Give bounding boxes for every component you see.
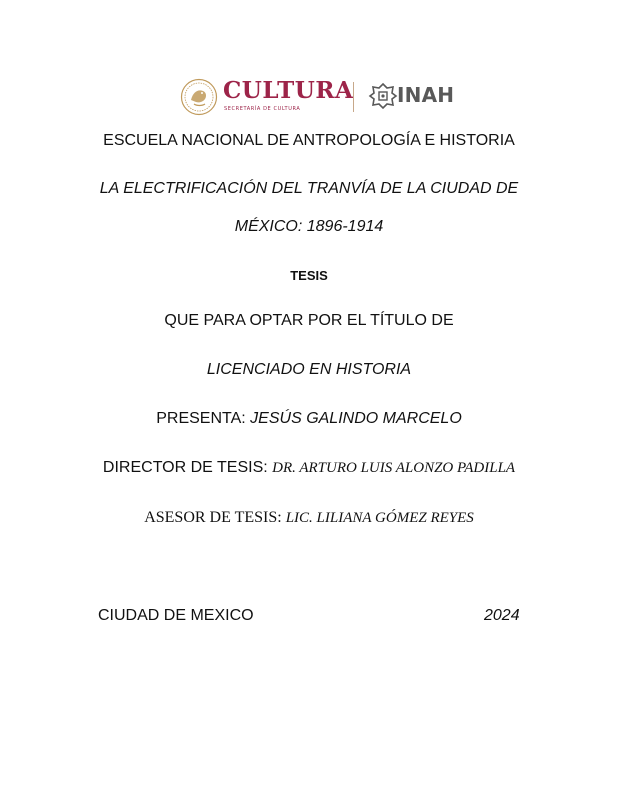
header-logos — [0, 72, 618, 120]
document-type: TESIS — [290, 268, 328, 283]
director-label: DIRECTOR DE TESIS: — [102, 459, 273, 476]
presenter-name: JESÚS GALINDO MARCELO — [250, 410, 462, 427]
footer-year: 2024 — [484, 607, 520, 624]
cultura-wordmark: CULTURA — [223, 77, 354, 104]
thesis-title-line-1: LA ELECTRIFICACIÓN DEL TRANVÍA DE LA CIUDAD DE — [99, 180, 519, 197]
advisor-line — [0, 508, 618, 528]
cultura-logo — [180, 76, 354, 116]
director-line — [0, 458, 618, 478]
thesis-title-line-2: MÉXICO: 1896-1914 — [234, 218, 384, 235]
inah-wordmark: INAH — [397, 83, 455, 107]
inah-emblem-icon — [368, 82, 398, 110]
cultura-subtitle: SECRETARÍA DE CULTURA — [224, 106, 301, 112]
inah-logo — [368, 82, 468, 112]
school-name: ESCUELA NACIONAL DE ANTROPOLOGÍA E HISTORIA — [103, 132, 515, 149]
national-seal-icon — [180, 78, 218, 116]
advisor-name: LIC. LILIANA GÓMEZ REYES — [285, 510, 474, 526]
degree-purpose: QUE PARA OPTAR POR EL TÍTULO DE — [164, 312, 454, 329]
director-name: DR. ARTURO LUIS ALONZO PADILLA — [272, 460, 516, 476]
presenter-label: PRESENTA: — [156, 410, 251, 427]
advisor-label: ASESOR DE TESIS: — [144, 509, 286, 526]
degree-name: LICENCIADO EN HISTORIA — [206, 361, 412, 378]
footer-city: CIUDAD DE MEXICO — [98, 607, 254, 624]
logo-divider — [353, 82, 354, 112]
presenter-line — [0, 409, 618, 429]
